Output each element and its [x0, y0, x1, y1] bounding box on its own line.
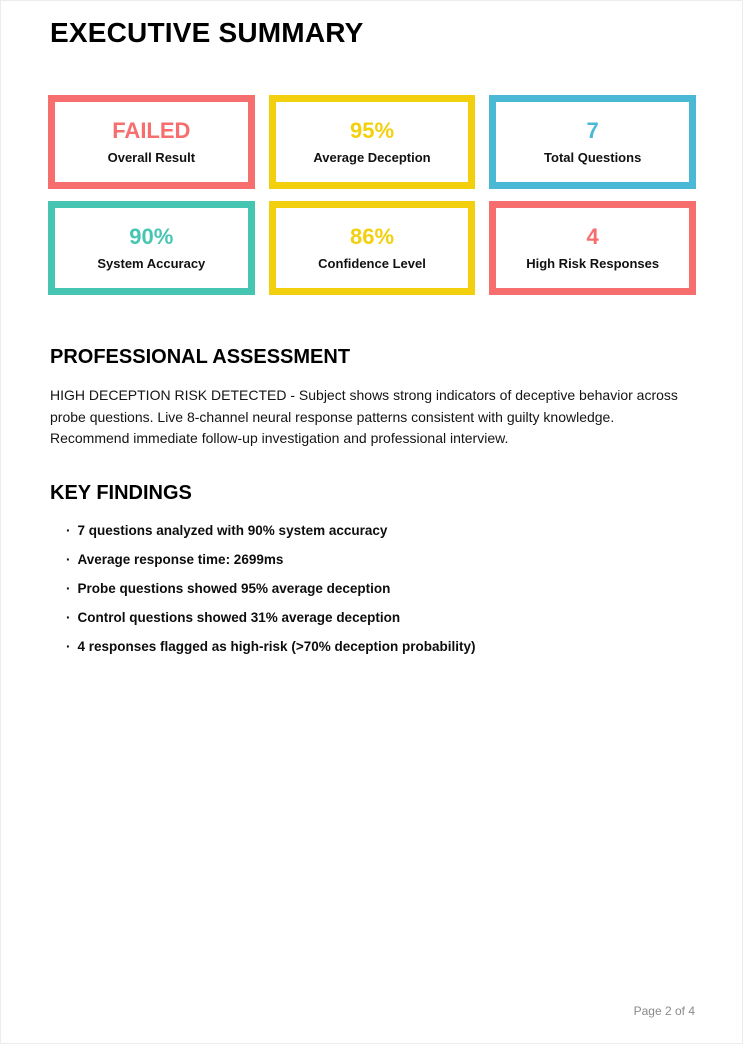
page-number: Page 2 of 4 [633, 1004, 695, 1018]
finding-item [66, 552, 475, 568]
professional-assessment-heading: PROFESSIONAL ASSESSMENT [50, 346, 351, 368]
stat-card-high-risk-responses [489, 201, 696, 295]
key-findings-heading: KEY FINDINGS [50, 482, 192, 504]
finding-text: Control questions showed 31% average deception [77, 610, 401, 625]
stat-card-confidence-level [269, 201, 476, 295]
stat-card-overall-result [48, 95, 255, 189]
stat-value: 7 [586, 118, 599, 143]
stat-value: 90% [129, 224, 174, 249]
finding-item [66, 610, 475, 626]
stat-value: 95% [349, 118, 395, 143]
bullet-icon: · [66, 523, 71, 538]
finding-item [66, 639, 475, 655]
stat-label: High Risk Responses [526, 256, 660, 271]
key-findings-list [66, 523, 475, 668]
professional-assessment-body: HIGH DECEPTION RISK DETECTED - Subject shows strong indicators of deceptive behavior across probe questions. Live 8-channel neural response patterns consistent with guilty knowledge. Recommend immediate follow-up investigation and professional interview. [50, 387, 678, 446]
bullet-icon: · [66, 581, 71, 596]
bullet-icon: · [66, 610, 71, 625]
stat-value: FAILED [112, 118, 191, 143]
finding-text: Average response time: 2699ms [77, 552, 284, 567]
stat-value: 86% [349, 224, 395, 249]
stat-label: System Accuracy [97, 256, 206, 271]
finding-item [66, 581, 475, 597]
stat-value: 4 [586, 224, 599, 249]
finding-text: 4 responses flagged as high-risk (>70% deception probability) [77, 639, 476, 654]
stat-card-system-accuracy [48, 201, 255, 295]
summary-cards-grid [48, 95, 696, 295]
stat-label: Total Questions [544, 150, 642, 165]
stat-card-average-deception [269, 95, 476, 189]
stat-card-total-questions [489, 95, 696, 189]
stat-label: Confidence Level [318, 256, 426, 271]
bullet-icon: · [66, 639, 71, 654]
page-title: EXECUTIVE SUMMARY [50, 17, 364, 48]
finding-item [66, 523, 475, 539]
finding-text: Probe questions showed 95% average deception [77, 581, 391, 596]
finding-text: 7 questions analyzed with 90% system accuracy [77, 523, 388, 538]
stat-label: Average Deception [313, 150, 431, 165]
stat-label: Overall Result [107, 150, 196, 165]
bullet-icon: · [66, 552, 71, 567]
